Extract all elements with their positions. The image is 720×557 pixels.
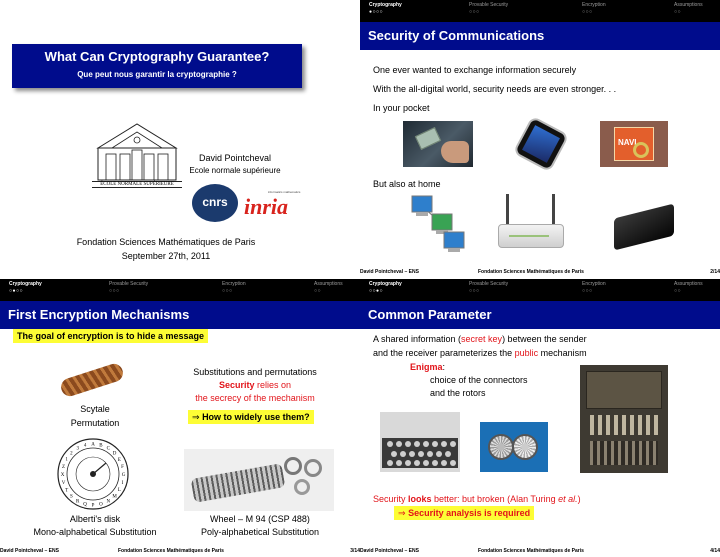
rotors-text: and the rotors	[430, 388, 486, 398]
ens-logo	[92, 118, 182, 196]
relies-on-text: relies on	[254, 380, 292, 390]
security-text-c: better: but broken (Alan Turing	[431, 494, 559, 504]
disk-letter: 2	[70, 451, 73, 457]
navigo-card-icon: NAVI	[614, 127, 654, 161]
transit-pass-photo	[600, 121, 668, 167]
disk-letter: I	[121, 480, 124, 486]
rotor-icon-2	[512, 434, 538, 460]
cnrs-logo-text: cnrs	[202, 195, 228, 209]
presentation-title: What Can Cryptography Guarantee?	[44, 49, 270, 64]
security-communications-slide	[360, 0, 720, 278]
author-affiliation: Ecole normale supérieure	[189, 166, 281, 175]
enigma-machine-photo	[580, 365, 668, 473]
wifi-router-photo	[492, 192, 572, 256]
security-text-e: )	[577, 494, 581, 504]
hand-icon	[441, 141, 469, 163]
nav-section-assumptions[interactable]: Assumptions	[314, 281, 343, 287]
poly-substitution-label: Poly-alphabetical Substitution	[200, 527, 320, 537]
nav-section-cryptography[interactable]: Cryptography	[369, 2, 402, 8]
looks-term: looks	[408, 494, 432, 504]
slide-title: Security of Communications	[368, 28, 545, 43]
enigma-heading	[410, 361, 445, 373]
nav-dots-encryption[interactable]: ○○○	[222, 288, 233, 294]
widely-use-question: How to widely use them?	[202, 412, 310, 422]
secrecy-text: the secrecy of the mechanism	[195, 393, 315, 403]
game-console-photo	[610, 205, 680, 253]
alberti-disk-icon	[56, 437, 130, 511]
disk-letter: N	[106, 499, 111, 505]
enigma-plugboard-icon	[590, 441, 658, 465]
page-number: 2/14	[710, 269, 720, 275]
disk-letter: Z	[61, 465, 66, 471]
wheel-cipher-photo	[184, 449, 334, 511]
disk-letter: B	[99, 443, 103, 449]
security-relies-text	[180, 380, 330, 390]
disk-letter: A	[91, 442, 95, 448]
smartphone-icon	[513, 116, 570, 173]
ens-building-icon	[92, 118, 182, 182]
slide-title-bar	[360, 301, 720, 329]
event-name: Fondation Sciences Mathématiques de Paris	[76, 237, 256, 247]
nav-section-cryptography[interactable]: Cryptography	[369, 281, 402, 287]
wheel-disk-icon-1	[284, 457, 302, 475]
implies-arrow-icon: ⇒	[192, 412, 200, 422]
widely-use-question-box	[188, 410, 314, 424]
permutation-label: Permutation	[70, 418, 120, 428]
text-home: But also at home	[373, 179, 441, 189]
nav-dots-encryption[interactable]: ○○○	[582, 9, 593, 15]
disk-letter: S	[70, 494, 73, 500]
slide-title-bar	[360, 22, 720, 50]
broken-line	[373, 493, 581, 505]
nav-dots-cryptography[interactable]: ○○●○	[369, 288, 384, 294]
enigma-keys-icon	[380, 412, 460, 472]
wheel-disk-icon-3	[294, 479, 310, 495]
security-analysis-box	[394, 506, 534, 520]
nav-section-provable-security[interactable]: Provable Security	[469, 281, 509, 287]
nav-section-cryptography[interactable]: Cryptography	[9, 281, 42, 287]
footer-author: David Pointcheval – ENS	[360, 548, 419, 554]
page-number: 3/14	[350, 548, 360, 554]
slide-title-bar	[0, 301, 360, 329]
rotor-icon-1	[488, 434, 514, 460]
disk-letter: V	[61, 480, 66, 486]
enigma-rotors-photo	[480, 422, 548, 472]
disk-letter: 4	[83, 443, 87, 449]
network-computers-icon	[410, 192, 468, 256]
navigation-bar	[0, 279, 360, 301]
page-number: 4/14	[710, 548, 720, 554]
alberti-disk-photo	[56, 437, 130, 511]
disk-letter: C	[106, 446, 110, 452]
disk-letter: X	[60, 473, 65, 478]
router-antenna-right	[552, 194, 555, 228]
enigma-colon: :	[442, 362, 446, 372]
enigma-keyboard-photo	[380, 412, 460, 472]
inria-logo	[244, 190, 324, 220]
ens-logo-text: ÉCOLE NORMALE SUPÉRIEURE	[92, 181, 182, 188]
nav-section-assumptions[interactable]: Assumptions	[674, 281, 703, 287]
disk-letter: T	[65, 488, 69, 494]
footer-venue: Fondation Sciences Mathématiques de Paris	[478, 548, 584, 554]
first-encryption-slide	[0, 279, 360, 557]
mono-substitution-label: Mono-alphabetical Substitution	[33, 527, 157, 537]
enigma-lid-icon	[586, 371, 662, 409]
footer-venue: Fondation Sciences Mathématiques de Paris	[478, 269, 584, 275]
et-al-term: et al.	[558, 494, 578, 504]
disk-letter: G	[121, 473, 126, 478]
credit-card-photo	[403, 121, 473, 167]
scytale-icon	[59, 362, 125, 399]
console-icon	[614, 204, 674, 251]
home-network-photo	[410, 192, 468, 256]
receiver-text-c: mechanism	[538, 348, 587, 358]
disk-letter: P	[91, 503, 95, 509]
navigation-bar	[360, 279, 720, 301]
card-chip-icon	[415, 127, 441, 150]
nav-section-provable-security[interactable]: Provable Security	[109, 281, 149, 287]
implies-arrow-icon: ⇒	[398, 508, 406, 518]
scytale-photo	[56, 361, 126, 401]
nav-dots-cryptography[interactable]: ●○○○	[369, 9, 384, 15]
public-term: public	[514, 348, 539, 358]
alberti-label: Alberti's disk	[69, 514, 121, 524]
shared-info-text-a: A shared information (	[373, 334, 462, 344]
nav-section-provable-security[interactable]: Provable Security	[469, 2, 509, 8]
nav-section-encryption[interactable]: Encryption	[582, 2, 606, 8]
wheel-label: Wheel – M 94 (CSP 488)	[210, 514, 310, 524]
presentation-subtitle: Que peut nous garantir la cryptographie ?	[77, 70, 237, 79]
router-antenna-left	[506, 194, 509, 228]
disk-letter: D	[112, 451, 117, 457]
wheel-cylinder-icon	[191, 463, 286, 503]
footer-venue: Fondation Sciences Mathématiques de Paris	[118, 548, 224, 554]
slide-title: First Encryption Mechanisms	[8, 307, 190, 322]
slide-footer	[0, 547, 360, 557]
event-date: September 27th, 2011	[121, 251, 211, 261]
footer-author: David Pointcheval – ENS	[360, 269, 419, 275]
nav-section-encryption[interactable]: Encryption	[222, 281, 246, 287]
smartphone-photo	[506, 121, 578, 167]
nav-dots-assumptions[interactable]: ○○	[674, 288, 682, 294]
disk-letter: L	[117, 488, 121, 494]
nav-dots-provable-security[interactable]: ○○○	[469, 9, 480, 15]
nav-dots-assumptions[interactable]: ○○	[314, 288, 322, 294]
receiver-line	[373, 347, 587, 359]
navigation-bar	[360, 0, 720, 22]
wheel-disk-icon-2	[304, 459, 322, 477]
common-parameter-slide	[360, 279, 720, 557]
connectors-text: choice of the connectors	[430, 375, 528, 385]
router-icon	[498, 224, 564, 248]
slide-title: Common Parameter	[368, 307, 492, 322]
security-analysis-required: Security analysis is required	[408, 508, 531, 518]
nav-section-assumptions[interactable]: Assumptions	[674, 2, 703, 8]
text-digital-world: With the all-digital world, security needs are even stronger. . .	[373, 84, 617, 94]
nav-dots-encryption[interactable]: ○○○	[582, 288, 593, 294]
title-slide	[0, 0, 360, 278]
inria-logo-text: inria	[244, 194, 289, 219]
disk-letter: O	[99, 502, 103, 508]
disk-letter: 3	[76, 446, 79, 452]
enigma-term: Enigma	[410, 362, 443, 372]
disk-letter: Q	[83, 502, 87, 508]
nav-dots-assumptions[interactable]: ○○	[674, 9, 682, 15]
text-pocket: In your pocket	[373, 103, 430, 113]
security-text-a: Security	[373, 494, 409, 504]
encryption-goal-box: The goal of encryption is to hide a message	[13, 329, 208, 343]
disk-letter: R	[76, 499, 80, 505]
shared-info-text-c: ) between the sender	[502, 334, 587, 344]
shared-info-line	[373, 333, 587, 345]
author-name: David Pointcheval	[198, 153, 272, 163]
nav-dots-provable-security[interactable]: ○○○	[109, 288, 120, 294]
disk-letter: F	[121, 465, 124, 471]
text-exchange: One ever wanted to exchange information securely	[373, 65, 577, 75]
footer-author: David Pointcheval – ENS	[0, 548, 59, 554]
scytale-label: Scytale	[80, 404, 110, 414]
disk-letter: E	[117, 457, 121, 463]
nav-dots-provable-security[interactable]: ○○○	[469, 288, 480, 294]
title-block	[12, 44, 302, 88]
secret-key-term: secret key	[461, 334, 503, 344]
substitution-text: Substitutions and permutations	[193, 367, 317, 377]
receiver-text-a: and the receiver parameterizes the	[373, 348, 515, 358]
enigma-lampboard-icon	[590, 415, 658, 435]
slide-footer	[360, 547, 720, 557]
disk-letter: M	[112, 494, 117, 500]
inria-logo-subtext: informatics mathematics	[268, 190, 301, 194]
nav-dots-cryptography[interactable]: ○●○○	[9, 288, 24, 294]
cnrs-logo	[192, 184, 238, 222]
nav-section-encryption[interactable]: Encryption	[582, 281, 606, 287]
slide-footer	[360, 268, 720, 278]
disk-letter: 1	[65, 457, 68, 463]
security-keyword: Security	[218, 380, 255, 390]
